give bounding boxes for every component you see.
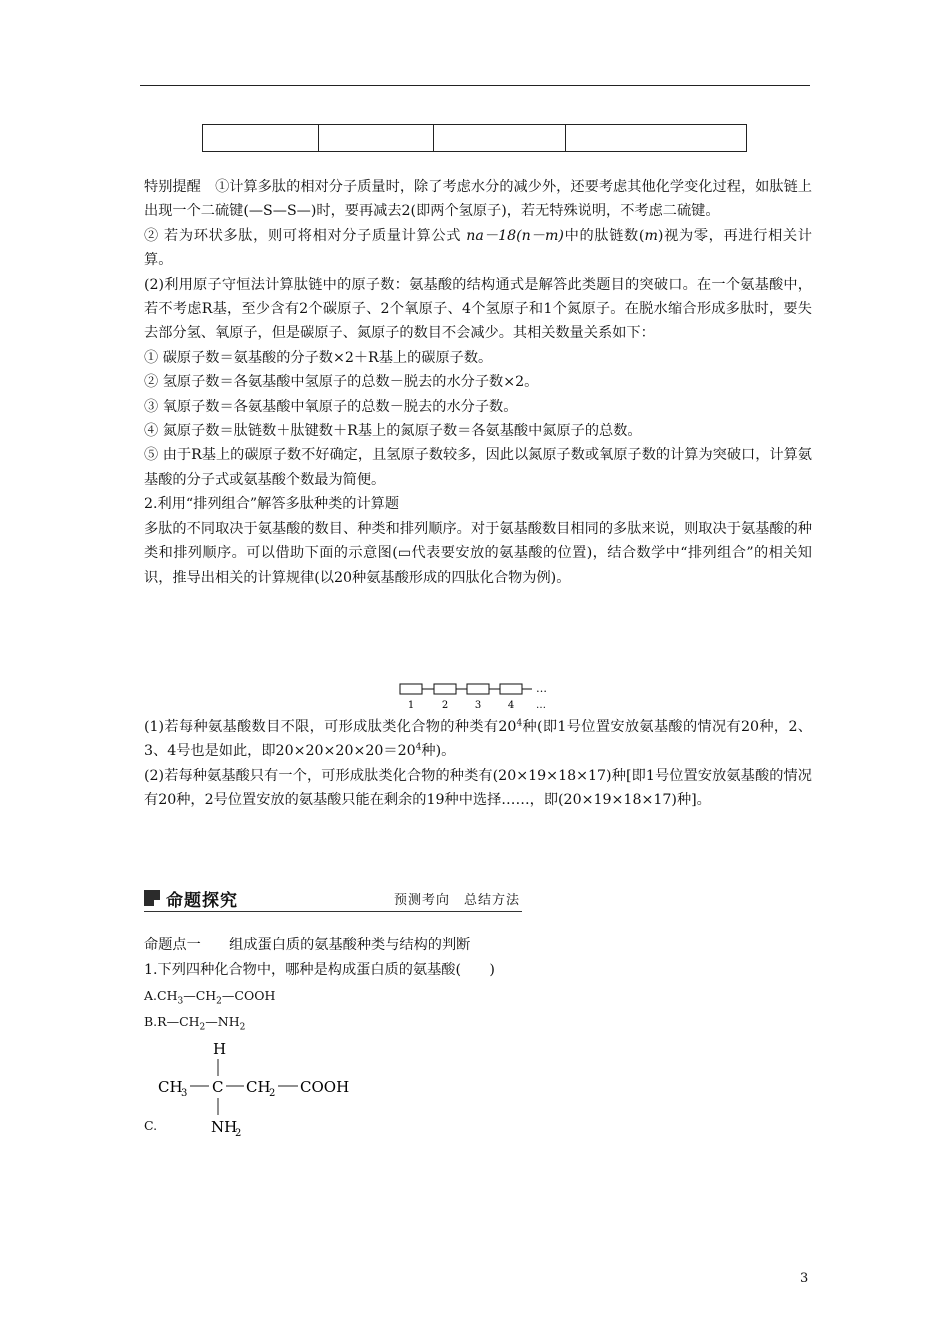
table-cell: [319, 125, 434, 152]
group-ch2: CH: [246, 1078, 271, 1096]
position-box: [467, 684, 489, 694]
chain-ellipsis: …: [536, 682, 547, 695]
empty-table: [202, 124, 747, 152]
body-text: [144, 175, 812, 590]
banner-square-icon: [144, 890, 160, 906]
rule-carbon: ① 碳原子数＝氨基酸的分子数×2＋R基上的碳原子数。: [144, 349, 493, 366]
banner-rule: [144, 911, 522, 912]
question-point: 命题点一 组成蛋白质的氨基酸种类与结构的判断: [144, 937, 471, 953]
special-note: 特别提醒 ①计算多肽的相对分子质量时，除了考虑水分的减少外，还要考虑其他化学变化过程，如肽链上出现一个二硫键(—S—S—)时，要再减去2(即两个氢原子)，若无特殊说明，不考虑二硫键。: [144, 179, 812, 220]
section-banner: [144, 886, 522, 916]
group-ch3: CH: [158, 1078, 183, 1096]
group-nh2: NH: [211, 1118, 238, 1136]
position-label: 4: [507, 700, 515, 710]
exponent: 4: [516, 718, 523, 729]
text: (1)若每种氨基酸数目不限，可形成肽类化合物的种类有20: [144, 719, 517, 735]
label-ellipsis: …: [536, 700, 546, 710]
text: 种(即1号位置安放氨基酸的情况有20种，2、3、4号也是如此，即20×20×20×20＝20: [144, 719, 812, 760]
case-single: (2)若每种氨基酸只有一个，可形成肽类化合物的种类有(20×19×18×17)种[即1号位置安放氨基酸的情况有20种，2号位置安放的氨基酸只能在剩余的19种中选择……，即(20×19×18×17)种]。: [144, 767, 812, 809]
rule-nitrogen: ④ 氮原子数＝肽链数＋肽键数＋R基上的氮原子数＝各氨基酸中氮原子的总数。: [144, 423, 642, 440]
position-box: [400, 684, 422, 694]
position-label: 2: [441, 700, 449, 710]
formula: na－18(n－m): [466, 227, 564, 244]
rule-oxygen: ③ 氧原子数＝各氨基酸中氧原子的总数－脱去的水分子数。: [144, 398, 518, 415]
group-cooh: COOH: [300, 1078, 350, 1096]
text: —NH: [205, 1014, 240, 1029]
text: —COOH: [221, 988, 276, 1003]
atom-c: C: [212, 1078, 224, 1096]
exponent: 4: [415, 742, 422, 753]
text: ② 若为环状多肽，则可将相对分子质量计算公式: [144, 227, 467, 244]
position-box: [500, 684, 522, 694]
amino-acid-position-diagram: [398, 680, 568, 710]
text: 种)。: [421, 743, 456, 760]
option-a: [144, 983, 812, 1009]
variable-m: m: [644, 227, 658, 244]
atom-h: H: [213, 1040, 227, 1058]
subscript: 2: [199, 1022, 206, 1033]
text: 中的肽链数(: [563, 227, 645, 244]
case-unlimited: [144, 715, 812, 764]
position-label: 3: [474, 700, 482, 710]
option-b: [144, 1009, 812, 1035]
text: B.R—CH: [144, 1014, 200, 1029]
rule-hydrogen: ② 氢原子数＝各氨基酸中氢原子的总数－脱去的水分子数×2。: [144, 374, 539, 391]
banner-subtitle: 预测考向 总结方法: [393, 893, 520, 908]
subscript: 3: [181, 1088, 188, 1099]
header-rule: [140, 85, 810, 86]
table-cell: [203, 125, 319, 152]
table-cell: [566, 125, 747, 152]
position-label: 1: [407, 700, 415, 710]
banner-title: 命题探究: [166, 891, 238, 911]
structural-formula: [156, 1040, 376, 1140]
rule-breakthrough: ⑤ 由于R基上的碳原子数不好确定，且氢原子数较多，因此以氮原子数或氧原子数的计算为突破口，计算氨基酸的分子式或氨基酸个数最为简便。: [144, 447, 812, 488]
subscript: 2: [216, 996, 222, 1007]
position-box: [434, 684, 456, 694]
note-cyclic: [144, 224, 812, 273]
subscript: 2: [235, 1128, 242, 1139]
text: —CH: [183, 988, 217, 1003]
atom-conservation: (2)利用原子守恒法计算肽链中的原子数：氨基酸的结构通式是解答此类题目的突破口。在一个氨基酸中，若不考虑R基，至少含有2个碳原子、2个氧原子、4个氢原子和1个氮原子。在脱水缩合形成多肽时，要失去部分氢、氧原子，但是碳原子、氮原子的数目不会减少。其相关数量关系如下：: [144, 276, 812, 342]
option-c: C.: [144, 1118, 158, 1133]
section-heading: 2.利用“排列组合”解答多肽种类的计算题: [144, 496, 400, 513]
question-block: [144, 933, 812, 1035]
body-text-cont: [144, 715, 812, 813]
text: )视为零，再进行相关计算。: [144, 227, 812, 269]
subscript: 2: [269, 1088, 276, 1099]
combination-intro: 多肽的不同取决于氨基酸的数目、种类和排列顺序。对于氨基酸数目相同的多肽来说，则取决于氨基酸的种类和排列顺序。可以借助下面的示意图(▭代表要安放的氨基酸的位置)，结合数学中“排列组合”的相关知识，推导出相关的计算规律(以20种氨基酸形成的四肽化合物为例)。: [144, 520, 812, 586]
question-stem: 1.下列四种化合物中，哪种是构成蛋白质的氨基酸( ): [144, 962, 495, 978]
text: A.CH: [144, 988, 178, 1003]
subscript: 3: [177, 996, 184, 1007]
page-number: 3: [800, 1271, 809, 1286]
table-cell: [434, 125, 566, 152]
subscript: 2: [239, 1022, 246, 1033]
